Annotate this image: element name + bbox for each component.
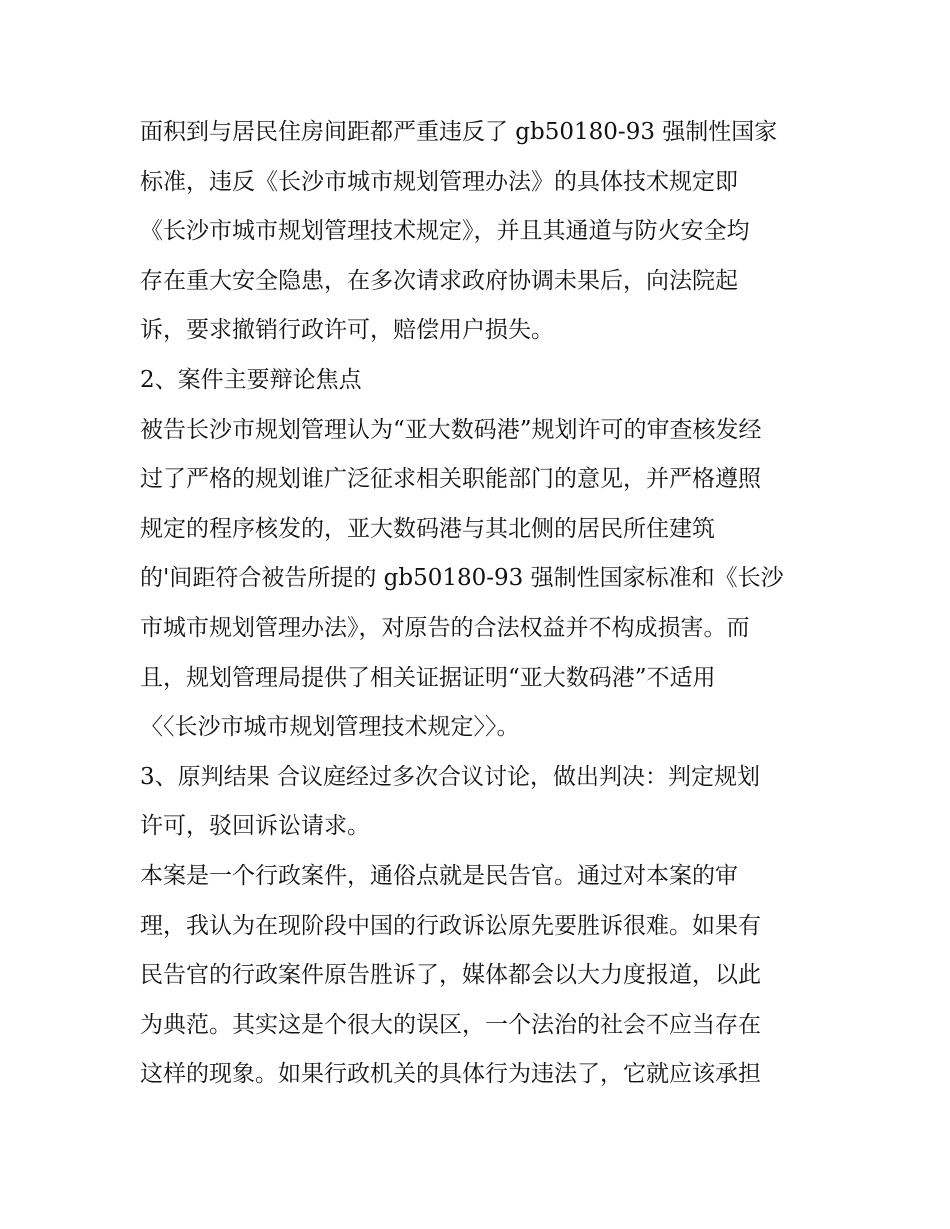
text-line: 这样的现象。如果行政机关的具体行为违法了，它就应该承担 — [140, 1061, 761, 1088]
text-line: 许可，驳回诉讼请求。 — [140, 813, 370, 840]
text-line: 存在重大安全隐患，在多次请求政府协调未果后，向法院起 — [140, 267, 738, 294]
text-line: 市城市规划管理办法》，对原告的合法权益并不构成损害。而 — [140, 614, 750, 641]
text-line: 诉，要求撤销行政许可，赔偿用户损失。 — [140, 317, 554, 344]
text-line: 面积到与居民住房间距都严重违反了 gb50180-93 强制性国家 — [140, 119, 778, 145]
text-line: 规定的程序核发的，亚大数码港与其北侧的居民所住建筑 — [140, 515, 715, 542]
text-line: 且，规划管理局提供了相关证据证明“亚大数码港”不适用 — [140, 664, 716, 691]
text-line: 为典范。其实这是个很大的误区，一个法治的社会不应当存在 — [140, 1011, 761, 1038]
text-line: 本案是一个行政案件，通俗点就是民告官。通过对本案的审 — [140, 862, 738, 889]
text-line: 的'间距符合被告所提的 gb50180-93 强制性国家标准和《长沙 — [140, 565, 784, 592]
text-line: 〈〈长沙市城市规划管理技术规定〉〉。 — [140, 714, 520, 741]
document-body — [140, 108, 820, 1100]
section-heading: 2、案件主要辩论焦点 — [140, 366, 362, 393]
text-line: 过了严格的规划谁广泛征求相关职能部门的意见，并严格遵照 — [140, 466, 761, 493]
text-line: 标准，违反《长沙市城市规划管理办法》的具体技术规定即 — [140, 168, 738, 195]
text-line: 理，我认为在现阶段中国的行政诉讼原先要胜诉很难。如果有 — [140, 912, 761, 939]
text-line: 被告长沙市规划管理认为“亚大数码港”规划许可的审查核发经 — [140, 416, 762, 443]
section-heading: 3、原判结果 合议庭经过多次合议讨论，做出判决：判定规划 — [140, 763, 760, 790]
text-line: 民告官的行政案件原告胜诉了，媒体都会以大力度报道，以此 — [140, 962, 761, 989]
text-line: 《长沙市城市规划管理技术规定》，并且其通道与防火安全均 — [140, 218, 750, 245]
